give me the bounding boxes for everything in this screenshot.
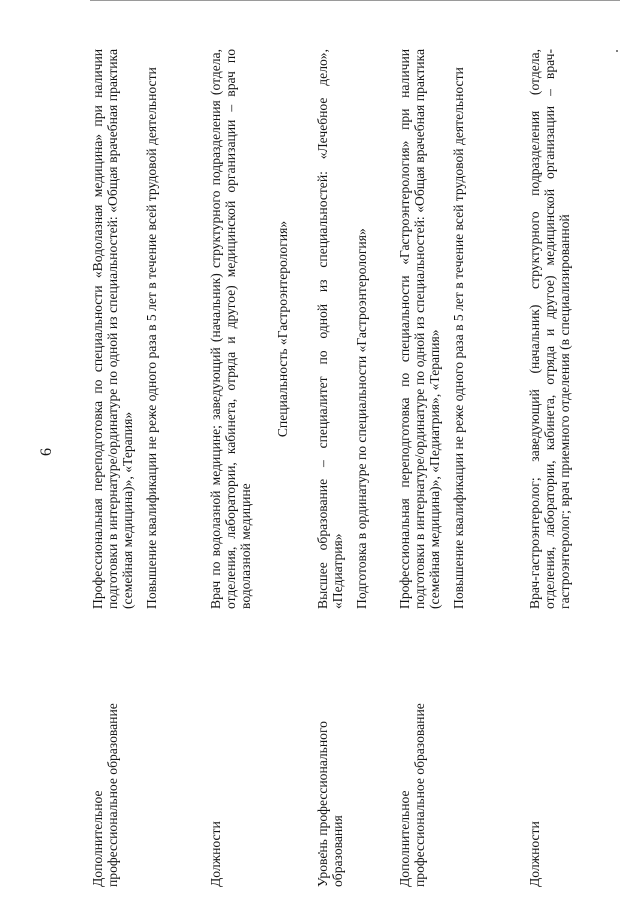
paragraph: Врач-гастроэнтеролог; заведующий (начальник) структурного подразделения (отдела, отделения, лаборатории, кабинета, отряда и другое) медицинской организации – врач-гастроэнтеролог; врач приемного отделения (в специализированной [527, 49, 572, 609]
row-label: Должности [208, 821, 223, 887]
paragraph: Профессиональная переподготовка по специальности «Гастроэнтерология» при наличии подготовки в интернатуре/ординатуре по одной из специальностей: «Общая врачебная практика (семейная медицина)», «Педиатрия», «Терапия» [397, 49, 442, 609]
row-content [208, 49, 262, 609]
paragraph: Повышение квалификации не реже одного раза в 5 лет в течение всей трудовой деятельности [451, 67, 466, 609]
row-label: Дополнительное профессиональное образование [90, 703, 120, 887]
row-content [527, 49, 581, 609]
row-label: Должности [527, 821, 542, 887]
paragraph: Высшее образование – специалитет по одной из специальностей: «Лечебное дело», «Педиатрия» [315, 49, 345, 609]
paragraph: Профессиональная переподготовка по специальности «Водолазная медицина» при наличии подготовки в интернатуре/ординатуре по одной из специальностей: «Общая врачебная практика (семейная медицина)», «Терапия» [90, 49, 135, 609]
row-label: Дополнительное профессиональное образование [397, 703, 427, 887]
page-number: 6 [38, 448, 55, 456]
paragraph: Подготовка в ординатуре по специальности «Гастроэнтерология» [354, 228, 369, 609]
section-heading: Специальность «Гастроэнтерология» [275, 220, 290, 438]
paragraph: Врач по водолазной медицине; заведующий (начальник) структурного подразделения (отдела, отделения, лаборатории, кабинета, отряда и другое) медицинской организации – врач по водолазной медицине [208, 49, 253, 609]
row-content [315, 49, 378, 609]
row-label: Уровень профессионального образования [315, 721, 345, 887]
row-content [90, 49, 168, 609]
row-content [397, 49, 475, 609]
paragraph: Повышение квалификации не реже одного раза в 5 лет в течение всей трудовой деятельности [144, 67, 159, 609]
